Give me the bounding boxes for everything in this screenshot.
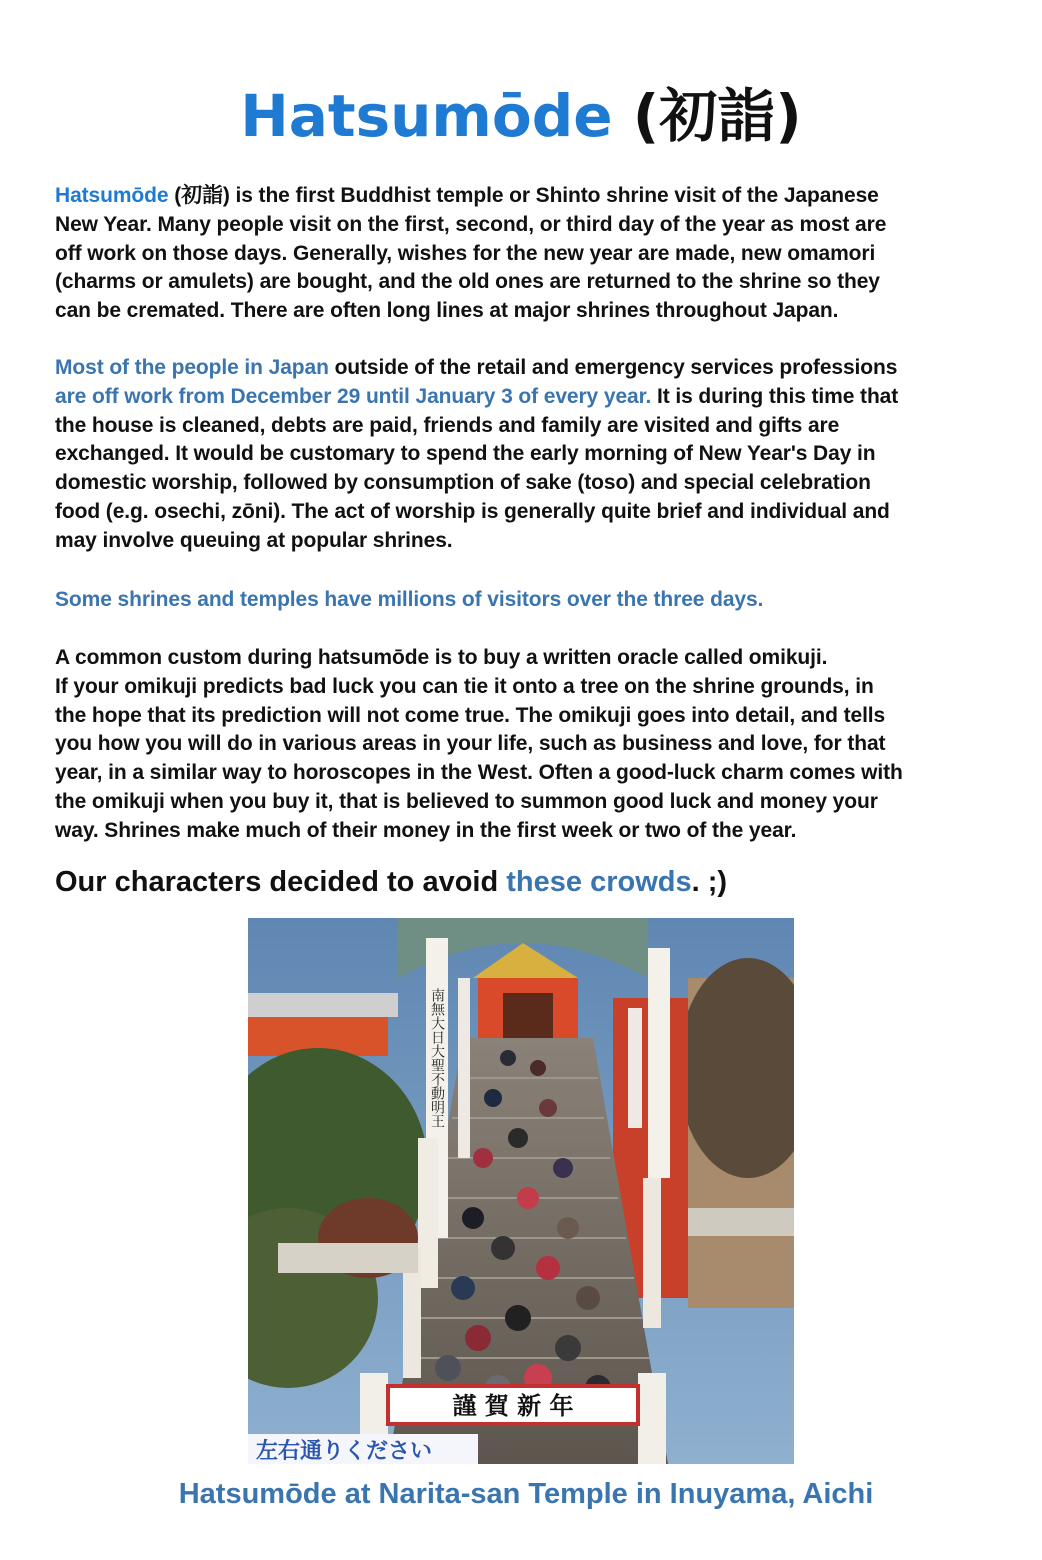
page-title xyxy=(0,78,1042,154)
banner-right-3 xyxy=(643,1178,661,1328)
omikuji-line-3: the hope that its prediction will not come true. The omikuji goes into detail, and tells xyxy=(55,703,886,727)
millions-of-visitors-link[interactable]: Some shrines and temples have millions of visitors over the three days. xyxy=(55,588,764,611)
page-title-romaji: Hatsumōde xyxy=(240,82,613,150)
banner-left-1-text: 南無大日大聖不動明王 xyxy=(429,988,445,1128)
intro-line-5: can be cremated. There are often long lines at major shrines throughout Japan. xyxy=(55,299,839,323)
omikuji-line-4: you how you will do in various areas in your life, such as business and love, for that xyxy=(55,732,886,756)
omikuji-line-1: A common custom during hatsumōde is to buy a written oracle called omikuji. xyxy=(55,646,828,669)
omikuji-line-7: way. Shrines make much of their money in the first week or two of the year. xyxy=(55,818,797,842)
left-stone-railing xyxy=(278,1243,418,1273)
gate-post-right xyxy=(638,1373,666,1464)
banner-left-4 xyxy=(458,978,470,1158)
banner-right-2 xyxy=(628,1008,642,1128)
left-railing xyxy=(248,993,398,1017)
bottom-notice-text: 左右通りください xyxy=(256,1439,433,1464)
people-in-japan-link[interactable]: Most of the people in Japan xyxy=(55,356,329,379)
intro-paragraph xyxy=(55,182,1005,326)
intro-line-4: (charms or amulets) are bought, and the old ones are returned to the shrine so they xyxy=(55,270,880,294)
banner-right-1 xyxy=(648,948,670,1178)
off-work-dates-link[interactable]: are off work from December 29 until January 3 of every year. xyxy=(55,384,652,408)
holiday-line-3: the house is cleaned, debts are paid, friends and family are visited and gifts are xyxy=(55,413,840,437)
right-stone-railing xyxy=(688,1208,794,1236)
holiday-line-6: food (e.g. osechi, zōni). The act of worship is generally quite brief and individual and xyxy=(55,499,890,523)
omikuji-line-6: the omikuji when you buy it, that is believed to summon good luck and money your xyxy=(55,789,878,813)
holiday-line-2: are off work from December 29 until January 3 of every year. It is during this time that xyxy=(55,384,899,408)
holiday-line-4: exchanged. It would be customary to spend the early morning of New Year's Day in xyxy=(55,442,876,466)
holiday-line-1: Most of the people in Japan outside of the retail and emergency services professions xyxy=(55,356,898,379)
holiday-paragraph xyxy=(55,354,1005,556)
hatsumode-term: Hatsumōde xyxy=(55,184,169,207)
holiday-line-5: domestic worship, followed by consumption of sake (toso) and special celebration xyxy=(55,471,871,495)
omikuji-paragraph xyxy=(55,644,1005,846)
page-title-kanji: (初詣) xyxy=(612,82,802,150)
omikuji-line-2: If your omikuji predicts bad luck you can tie it onto a tree on the shrine grounds, in xyxy=(55,674,874,698)
visitors-link-paragraph xyxy=(55,586,1005,615)
these-crowds-link[interactable]: these crowds xyxy=(506,866,692,898)
new-year-sign-text: 謹 賀 新 年 xyxy=(452,1391,574,1420)
intro-line-2: New Year. Many people visit on the first, second, or third day of the year as most are xyxy=(55,212,887,236)
holiday-line-7: may involve queuing at popular shrines. xyxy=(55,528,453,552)
photo-caption: Hatsumōde at Narita-san Temple in Inuyama, Aichi xyxy=(178,1478,874,1510)
subheading: Our characters decided to avoid these crowds. ;) xyxy=(55,866,728,898)
shrine-photo-illustration xyxy=(248,918,794,1464)
intro-line-1: Hatsumōde (初詣) is the first Buddhist temple or Shinto shrine visit of the Japanese xyxy=(55,184,879,207)
gate-door xyxy=(503,993,553,1038)
intro-line-3: off work on those days. Generally, wishes for the new year are made, new omamori xyxy=(55,241,876,265)
omikuji-line-5: year, in a similar way to horoscopes in the West. Often a good-luck charm comes with xyxy=(55,761,903,785)
shrine-photo xyxy=(248,918,794,1464)
